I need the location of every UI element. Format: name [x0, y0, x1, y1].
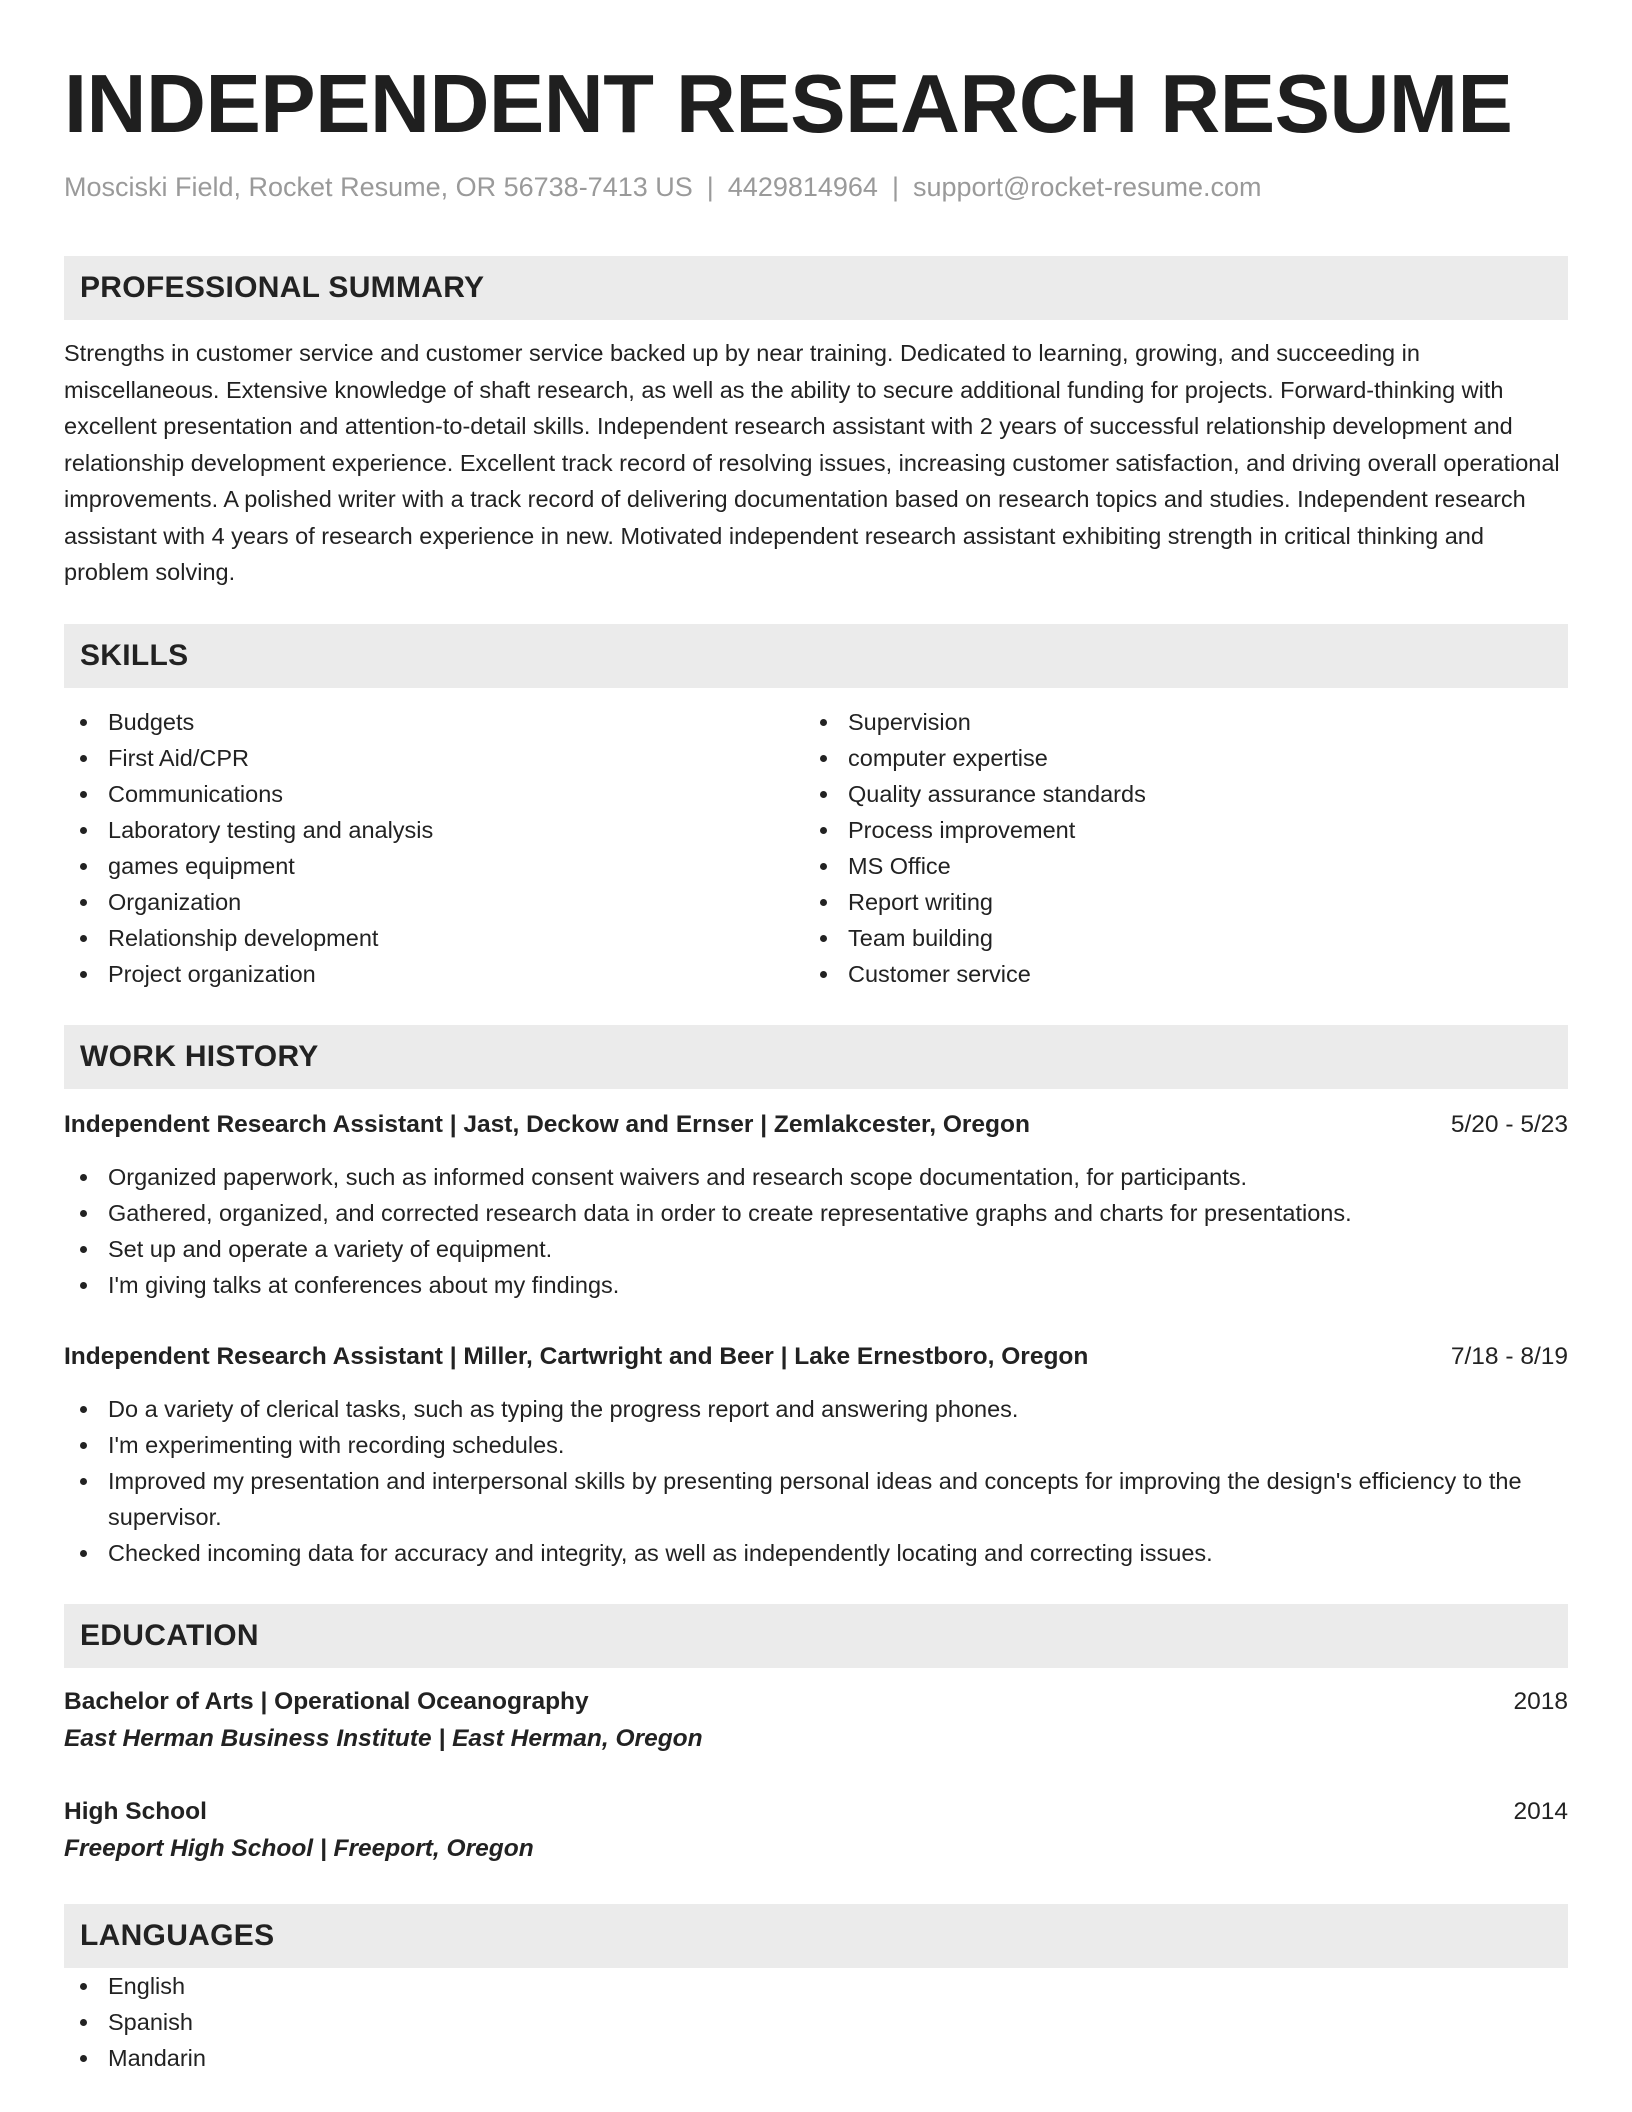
languages-list [64, 1968, 1568, 2076]
section-heading-education: EDUCATION [64, 1604, 1568, 1668]
skills-grid [64, 704, 1568, 992]
job-bullet: I'm giving talks at conferences about my findings. [64, 1267, 1568, 1303]
contact-phone: 4429814964 [727, 172, 878, 202]
contact-separator: | [891, 172, 899, 202]
job-title: Independent Research Assistant | Miller, Cartwright and Beer | Lake Ernestboro, Oregon [64, 1342, 1089, 1370]
job-entry [64, 1339, 1568, 1571]
section-heading-languages: LANGUAGES [64, 1904, 1568, 1968]
job-entry [64, 1107, 1568, 1303]
job-header [64, 1107, 1568, 1143]
skill-item: Report writing [804, 884, 1544, 920]
job-title: Independent Research Assistant | Jast, Deckow and Ernser | Zemlakcester, Oregon [64, 1110, 1030, 1138]
skill-item: computer expertise [804, 740, 1544, 776]
job-bullets [64, 1391, 1568, 1571]
section-heading-skills: SKILLS [64, 624, 1568, 688]
language-item: Mandarin [64, 2040, 1568, 2076]
job-bullet: Checked incoming data for accuracy and integrity, as well as independently locating and correcting issues. [64, 1535, 1568, 1571]
skill-item: Supervision [804, 704, 1544, 740]
education-degree: Bachelor of Arts | Operational Oceanography [64, 1687, 589, 1715]
skills-column-left [64, 704, 804, 992]
skill-item: Communications [64, 776, 804, 812]
skill-item: First Aid/CPR [64, 740, 804, 776]
skill-item: Customer service [804, 956, 1544, 992]
education-degree: High School [64, 1797, 207, 1825]
language-item: English [64, 1968, 1568, 2004]
job-header [64, 1339, 1568, 1375]
contact-email: support@rocket-resume.com [912, 172, 1262, 202]
education-entry [64, 1794, 1568, 1868]
job-bullet: Set up and operate a variety of equipment. [64, 1231, 1568, 1267]
job-bullet: Do a variety of clerical tasks, such as typing the progress report and answering phones. [64, 1391, 1568, 1427]
skill-item: Process improvement [804, 812, 1544, 848]
education-header [64, 1794, 1568, 1830]
contact-line [64, 170, 1568, 204]
skill-item: Team building [804, 920, 1544, 956]
job-bullet: Organized paperwork, such as informed consent waivers and research scope documentation, for participants. [64, 1159, 1568, 1195]
job-bullet: Improved my presentation and interpersonal skills by presenting personal ideas and concepts for improving the design's efficiency to the supervisor. [64, 1463, 1568, 1535]
skill-item: MS Office [804, 848, 1544, 884]
skill-item: Laboratory testing and analysis [64, 812, 804, 848]
skill-item: Project organization [64, 956, 804, 992]
education-year: 2014 [1513, 1797, 1568, 1825]
job-bullet: Gathered, organized, and corrected research data in order to create representative graphs and charts for presentations. [64, 1195, 1568, 1231]
job-bullets [64, 1159, 1568, 1303]
skills-list-left [64, 704, 804, 992]
skill-item: Organization [64, 884, 804, 920]
education-header [64, 1684, 1568, 1720]
skill-item: Quality assurance standards [804, 776, 1544, 812]
job-bullet: I'm experimenting with recording schedules. [64, 1427, 1568, 1463]
education-school: Freeport High School | Freeport, Oregon [64, 1834, 534, 1862]
skill-item: Budgets [64, 704, 804, 740]
skill-item: games equipment [64, 848, 804, 884]
contact-separator: | [706, 172, 714, 202]
education-year: 2018 [1513, 1687, 1568, 1715]
education-entry [64, 1684, 1568, 1758]
section-heading-summary: PROFESSIONAL SUMMARY [64, 256, 1568, 320]
skills-column-right [804, 704, 1544, 992]
job-dates: 7/18 - 8/19 [1450, 1342, 1568, 1370]
language-item: Spanish [64, 2004, 1568, 2040]
skills-list-right [804, 704, 1544, 992]
skill-item: Relationship development [64, 920, 804, 956]
job-dates: 5/20 - 5/23 [1450, 1110, 1568, 1138]
summary-paragraph: Strengths in customer service and customer service backed up by near training. Dedicated to learning, growing, and succeeding in miscellaneous. Extensive knowledge of shaft research, as well as the ability to secure additional funding for projects. Forward-thinking with excellent presentation and attention-to-detail skills. Independent research assistant with 2 years of successful relationship development and relationship development experience. Excellent track record of resolving issues, increasing customer satisfaction, and driving overall operational improvements. A polished writer with a track record of delivering documentation based on research topics and studies. Independent research assistant with 4 years of research experience in new. Motivated independent research assistant exhibiting strength in critical thinking and problem solving. [64, 340, 1560, 585]
section-heading-work-history: WORK HISTORY [64, 1025, 1568, 1089]
contact-address: Mosciski Field, Rocket Resume, OR 56738-7413 US [64, 172, 693, 202]
resume-title: INDEPENDENT RESEARCH RESUME [64, 57, 1513, 150]
education-school: East Herman Business Institute | East Herman, Oregon [64, 1724, 703, 1752]
